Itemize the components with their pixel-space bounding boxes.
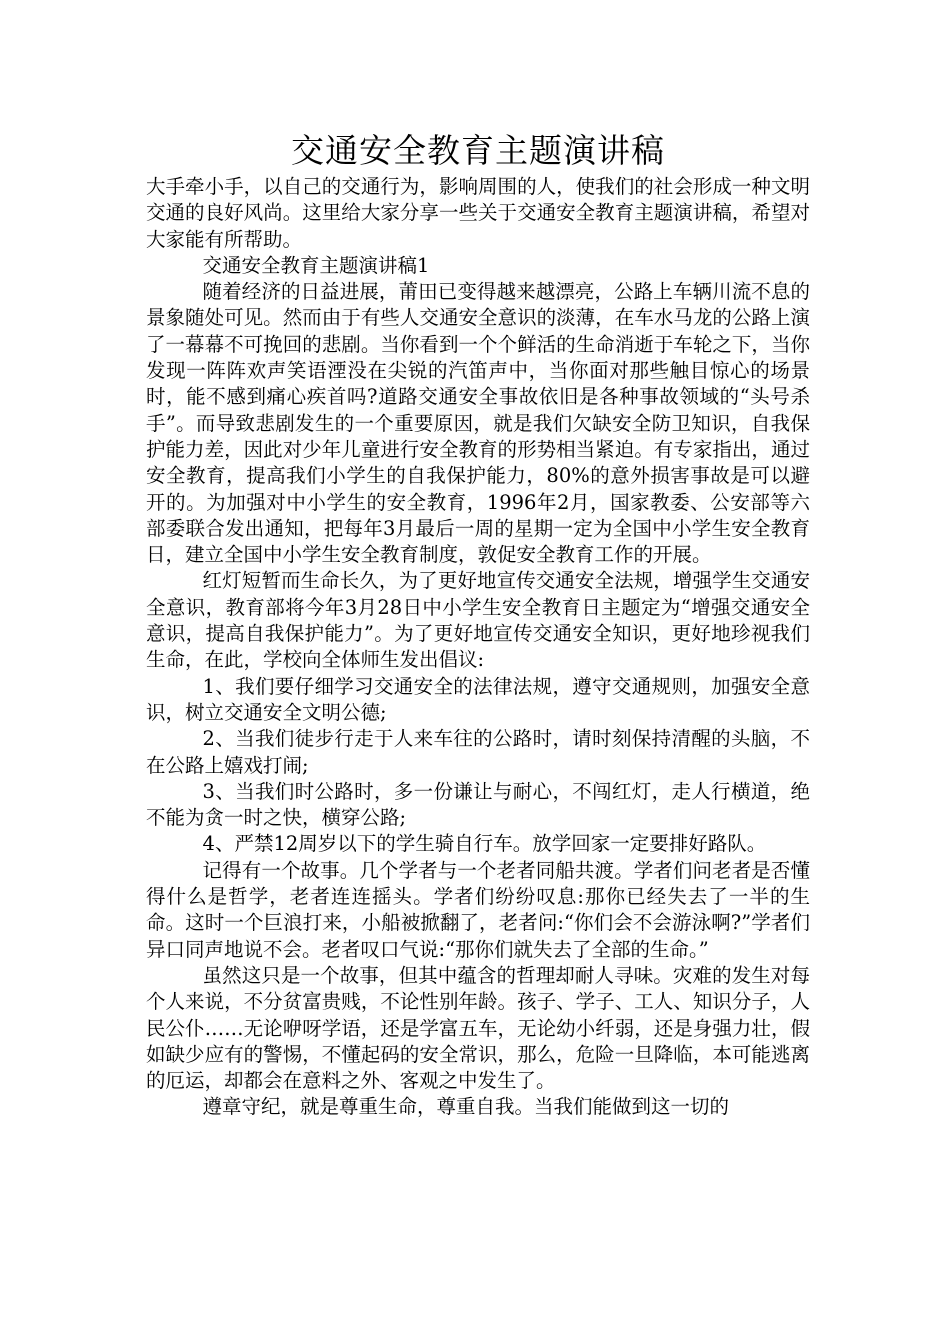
body-paragraph: 红灯短暂而生命长久，为了更好地宣传交通安全法规，增强学生交通安全意识，教育部将今年3月28日中小学生安全教育日主题定为“增强交通安全意识，提高自我保护能力”。为了更好地宣传交通安全知识，更好地珍视我们生命，在此，学校向全体师生发出倡议: [146, 569, 810, 672]
list-item: 2、当我们徒步行走于人来车往的公路时，请时刻保持清醒的头脑，不在公路上嬉戏打闹; [146, 727, 810, 777]
list-item: 3、当我们时公路时，多一份谦让与耐心，不闯红灯，走人行横道，绝不能为贪一时之快，横穿公路; [146, 779, 810, 830]
body-paragraph: 记得有一个故事。几个学者与一个老者同船共渡。学者们问老者是否懂得什么是哲学，老者连连摇头。学者们纷纷叹息:那你已经失去了一半的生命。这时一个巨浪打来，小船被掀翻了，老者问:“你们会不会游泳啊?”学者们异口同声地说不会。老者叹口气说:“那你们就失去了全部的生命。” [146, 858, 810, 961]
intro-paragraph: 大手牵小手，以自己的交通行为，影响周围的人，使我们的社会形成一种文明交通的良好风尚。这里给大家分享一些关于交通安全教育主题演讲稿，希望对大家能有所帮助。 [146, 175, 810, 251]
list-item: 4、严禁12周岁以下的学生骑自行车。放学回家一定要排好路队。 [202, 832, 767, 856]
body-paragraph: 遵章守纪，就是尊重生命，尊重自我。当我们能做到这一切的 [202, 1095, 730, 1119]
list-item: 1、我们要仔细学习交通安全的法律法规，遵守交通规则，加强安全意识，树立交通安全文明公德; [146, 674, 810, 724]
document-body [146, 174, 810, 1121]
body-paragraph: 随着经济的日益进展，莆田已变得越来越漂亮，公路上车辆川流不息的景象随处可见。然而由于有些人交通安全意识的淡薄，在车水马龙的公路上演了一幕幕不可挽回的悲剧。当你看到一个个鲜活的生命消逝于车轮之下，当你发现一阵阵欢声笑语湮没在尖锐的汽笛声中，当你面对那些触目惊心的场景时，能不感到痛心疾首吗?道路交通安全事故依旧是各种事故领域的“头号杀手”。而导致悲剧发生的一个重要原因，就是我们欠缺安全防卫知识，自我保护能力差，因此对少年儿童进行安全教育的形势相当紧迫。有专家指出，通过安全教育，提高我们小学生的自我保护能力，80%的意外损害事故是可以避开的。为加强对中小学生的安全教育，1996年2月，国家教委、公安部等六部委联合发出通知，把每年3月最后一周的星期一定为全国中小学生安全教育日，建立全国中小学生安全教育制度，敦促安全教育工作的开展。 [146, 280, 810, 567]
body-paragraph: 虽然这只是一个故事，但其中蕴含的哲理却耐人寻味。灾难的发生对每个人来说，不分贫富贵贱，不论性别年龄。孩子、学子、工人、知识分子，人民公仆……无论咿呀学语，还是学富五车，无论幼小纤弱，还是身强力壮，假如缺少应有的警惕，不懂起码的安全常识，那么，危险一旦降临，本可能逃离的厄运，却都会在意料之外、客观之中发生了。 [146, 963, 810, 1093]
document-page [146, 128, 810, 1121]
section-heading: 交通安全教育主题演讲稿1 [202, 253, 430, 277]
document-title: 交通安全教育主题演讲稿 [291, 131, 665, 170]
